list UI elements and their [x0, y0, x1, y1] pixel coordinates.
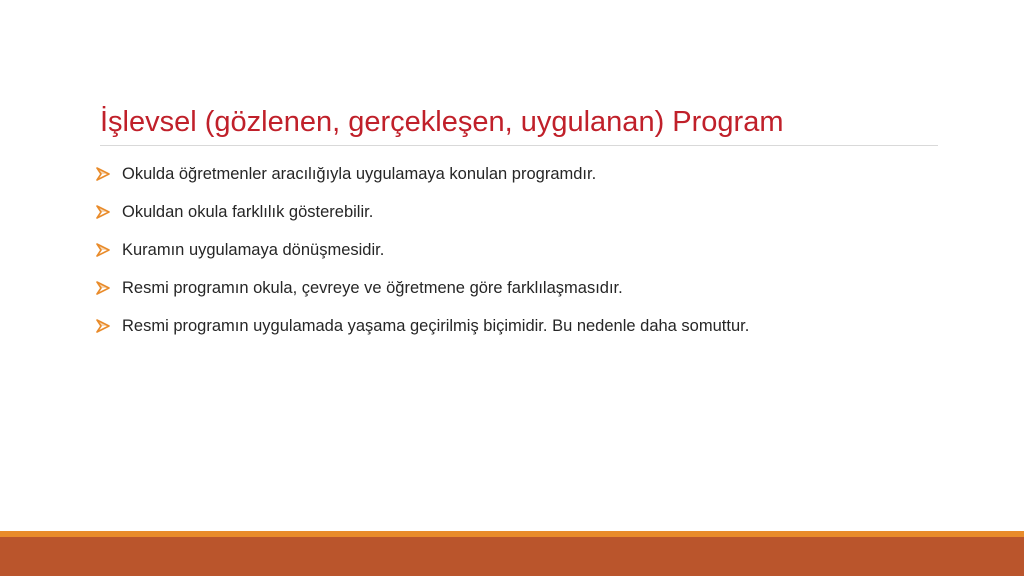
bullet-item — [94, 193, 954, 231]
bullet-item — [94, 307, 954, 345]
bullet-text: Okuldan okula farklılık gösterebilir. — [122, 202, 374, 221]
title-divider — [100, 145, 938, 146]
footer-band — [0, 537, 1024, 576]
bullet-text: Resmi programın okula, çevreye ve öğretmene göre farklılaşmasıdır. — [122, 278, 623, 297]
slide-title: İşlevsel (gözlenen, gerçekleşen, uygulanan) Program — [100, 106, 784, 138]
bullet-item — [94, 269, 954, 307]
bullet-text: Resmi programın uygulamada yaşama geçirilmiş biçimidir. Bu nedenle daha somuttur. — [122, 316, 750, 335]
bullet-list — [94, 155, 954, 345]
arrowhead-bullet-icon — [94, 167, 122, 181]
bullet-item — [94, 155, 954, 193]
arrowhead-bullet-icon — [94, 205, 122, 219]
bullet-text: Okulda öğretmenler aracılığıyla uygulamaya konulan programdır. — [122, 164, 597, 183]
bullet-item — [94, 231, 954, 269]
arrowhead-bullet-icon — [94, 281, 122, 295]
arrowhead-bullet-icon — [94, 319, 122, 333]
arrowhead-bullet-icon — [94, 243, 122, 257]
bullet-text: Kuramın uygulamaya dönüşmesidir. — [122, 240, 385, 259]
